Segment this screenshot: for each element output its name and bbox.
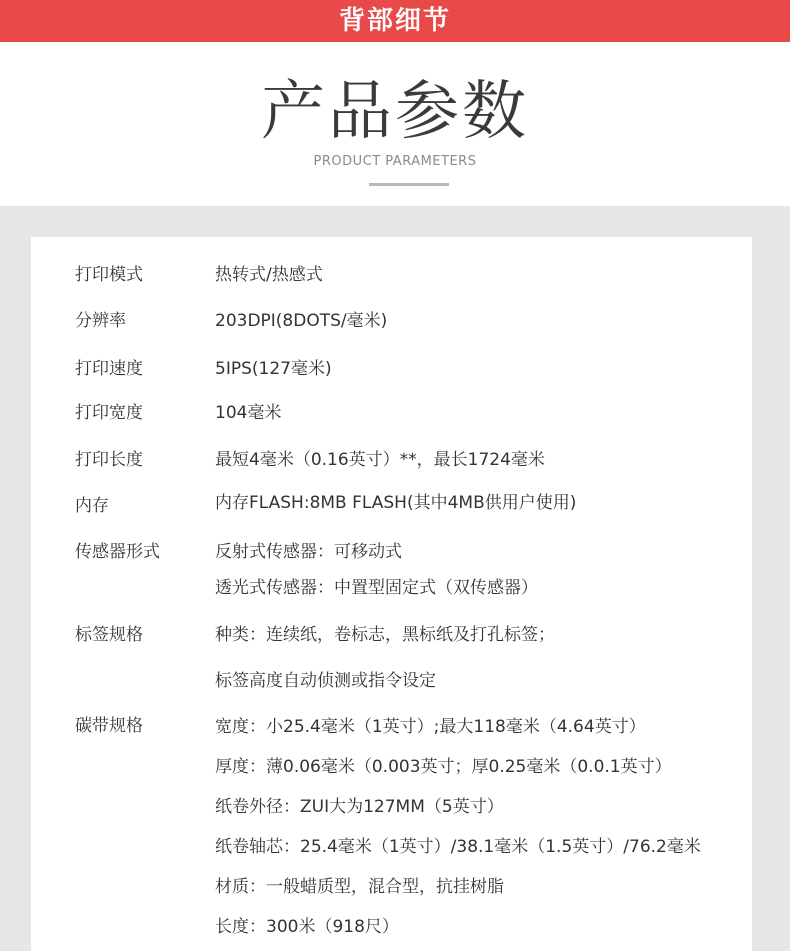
ribbon-spec-value-1: 宽度：小25.4毫米（1英寸）;最大118毫米（4.64英寸） [215, 717, 646, 737]
label-spec-label: 标签规格 [75, 625, 143, 645]
ribbon-spec-value-6: 长度：300米（918尺） [215, 917, 399, 937]
memory-value: 内存FLASH:8MB FLASH(其中4MB供用户使用) [215, 493, 577, 513]
sensor-value-2: 透光式传感器：中置型固定式（双传感器） [215, 578, 538, 598]
sensor-value-1: 反射式传感器：可移动式 [215, 542, 402, 562]
sensor-label: 传感器形式 [75, 542, 160, 562]
header-area [0, 42, 790, 206]
ribbon-spec-label: 碳带规格 [75, 716, 143, 736]
label-spec-value-2: 标签高度自动侦测或指令设定 [215, 671, 436, 691]
title-divider [369, 183, 449, 186]
print-length-label: 打印长度 [75, 450, 143, 470]
print-speed-value: 5IPS(127毫米) [215, 359, 332, 379]
print-speed-label: 打印速度 [75, 359, 143, 379]
print-mode-value: 热转式/热感式 [215, 265, 323, 285]
ribbon-spec-value-3: 纸卷外径：ZUI大为127MM（5英寸） [215, 797, 504, 817]
memory-label: 内存 [75, 496, 109, 516]
resolution-value: 203DPI(8DOTS/毫米) [215, 311, 388, 331]
print-mode-label: 打印模式 [75, 265, 143, 285]
parameters-card [31, 237, 752, 951]
ribbon-spec-value-4: 纸卷轴芯：25.4毫米（1英寸）/38.1毫米（1.5英寸）/76.2毫米 [215, 837, 701, 857]
section-banner: 背部细节 [0, 0, 790, 42]
print-width-label: 打印宽度 [75, 403, 143, 423]
resolution-label: 分辨率 [75, 311, 126, 331]
ribbon-spec-value-5: 材质：一般蜡质型，混合型，抗挂树脂 [215, 877, 504, 897]
page-subtitle: PRODUCT PARAMETERS [313, 154, 477, 169]
label-spec-value-1: 种类：连续纸，卷标志，黑标纸及打孔标签； [215, 625, 555, 645]
page-title: 产品参数 [261, 75, 529, 149]
print-length-value: 最短4毫米（0.16英寸）**，最长1724毫米 [215, 450, 545, 470]
print-width-value: 104毫米 [215, 403, 282, 423]
ribbon-spec-value-2: 厚度：薄0.06毫米（0.003英寸；厚0.25毫米（0.0.1英寸） [215, 757, 672, 777]
